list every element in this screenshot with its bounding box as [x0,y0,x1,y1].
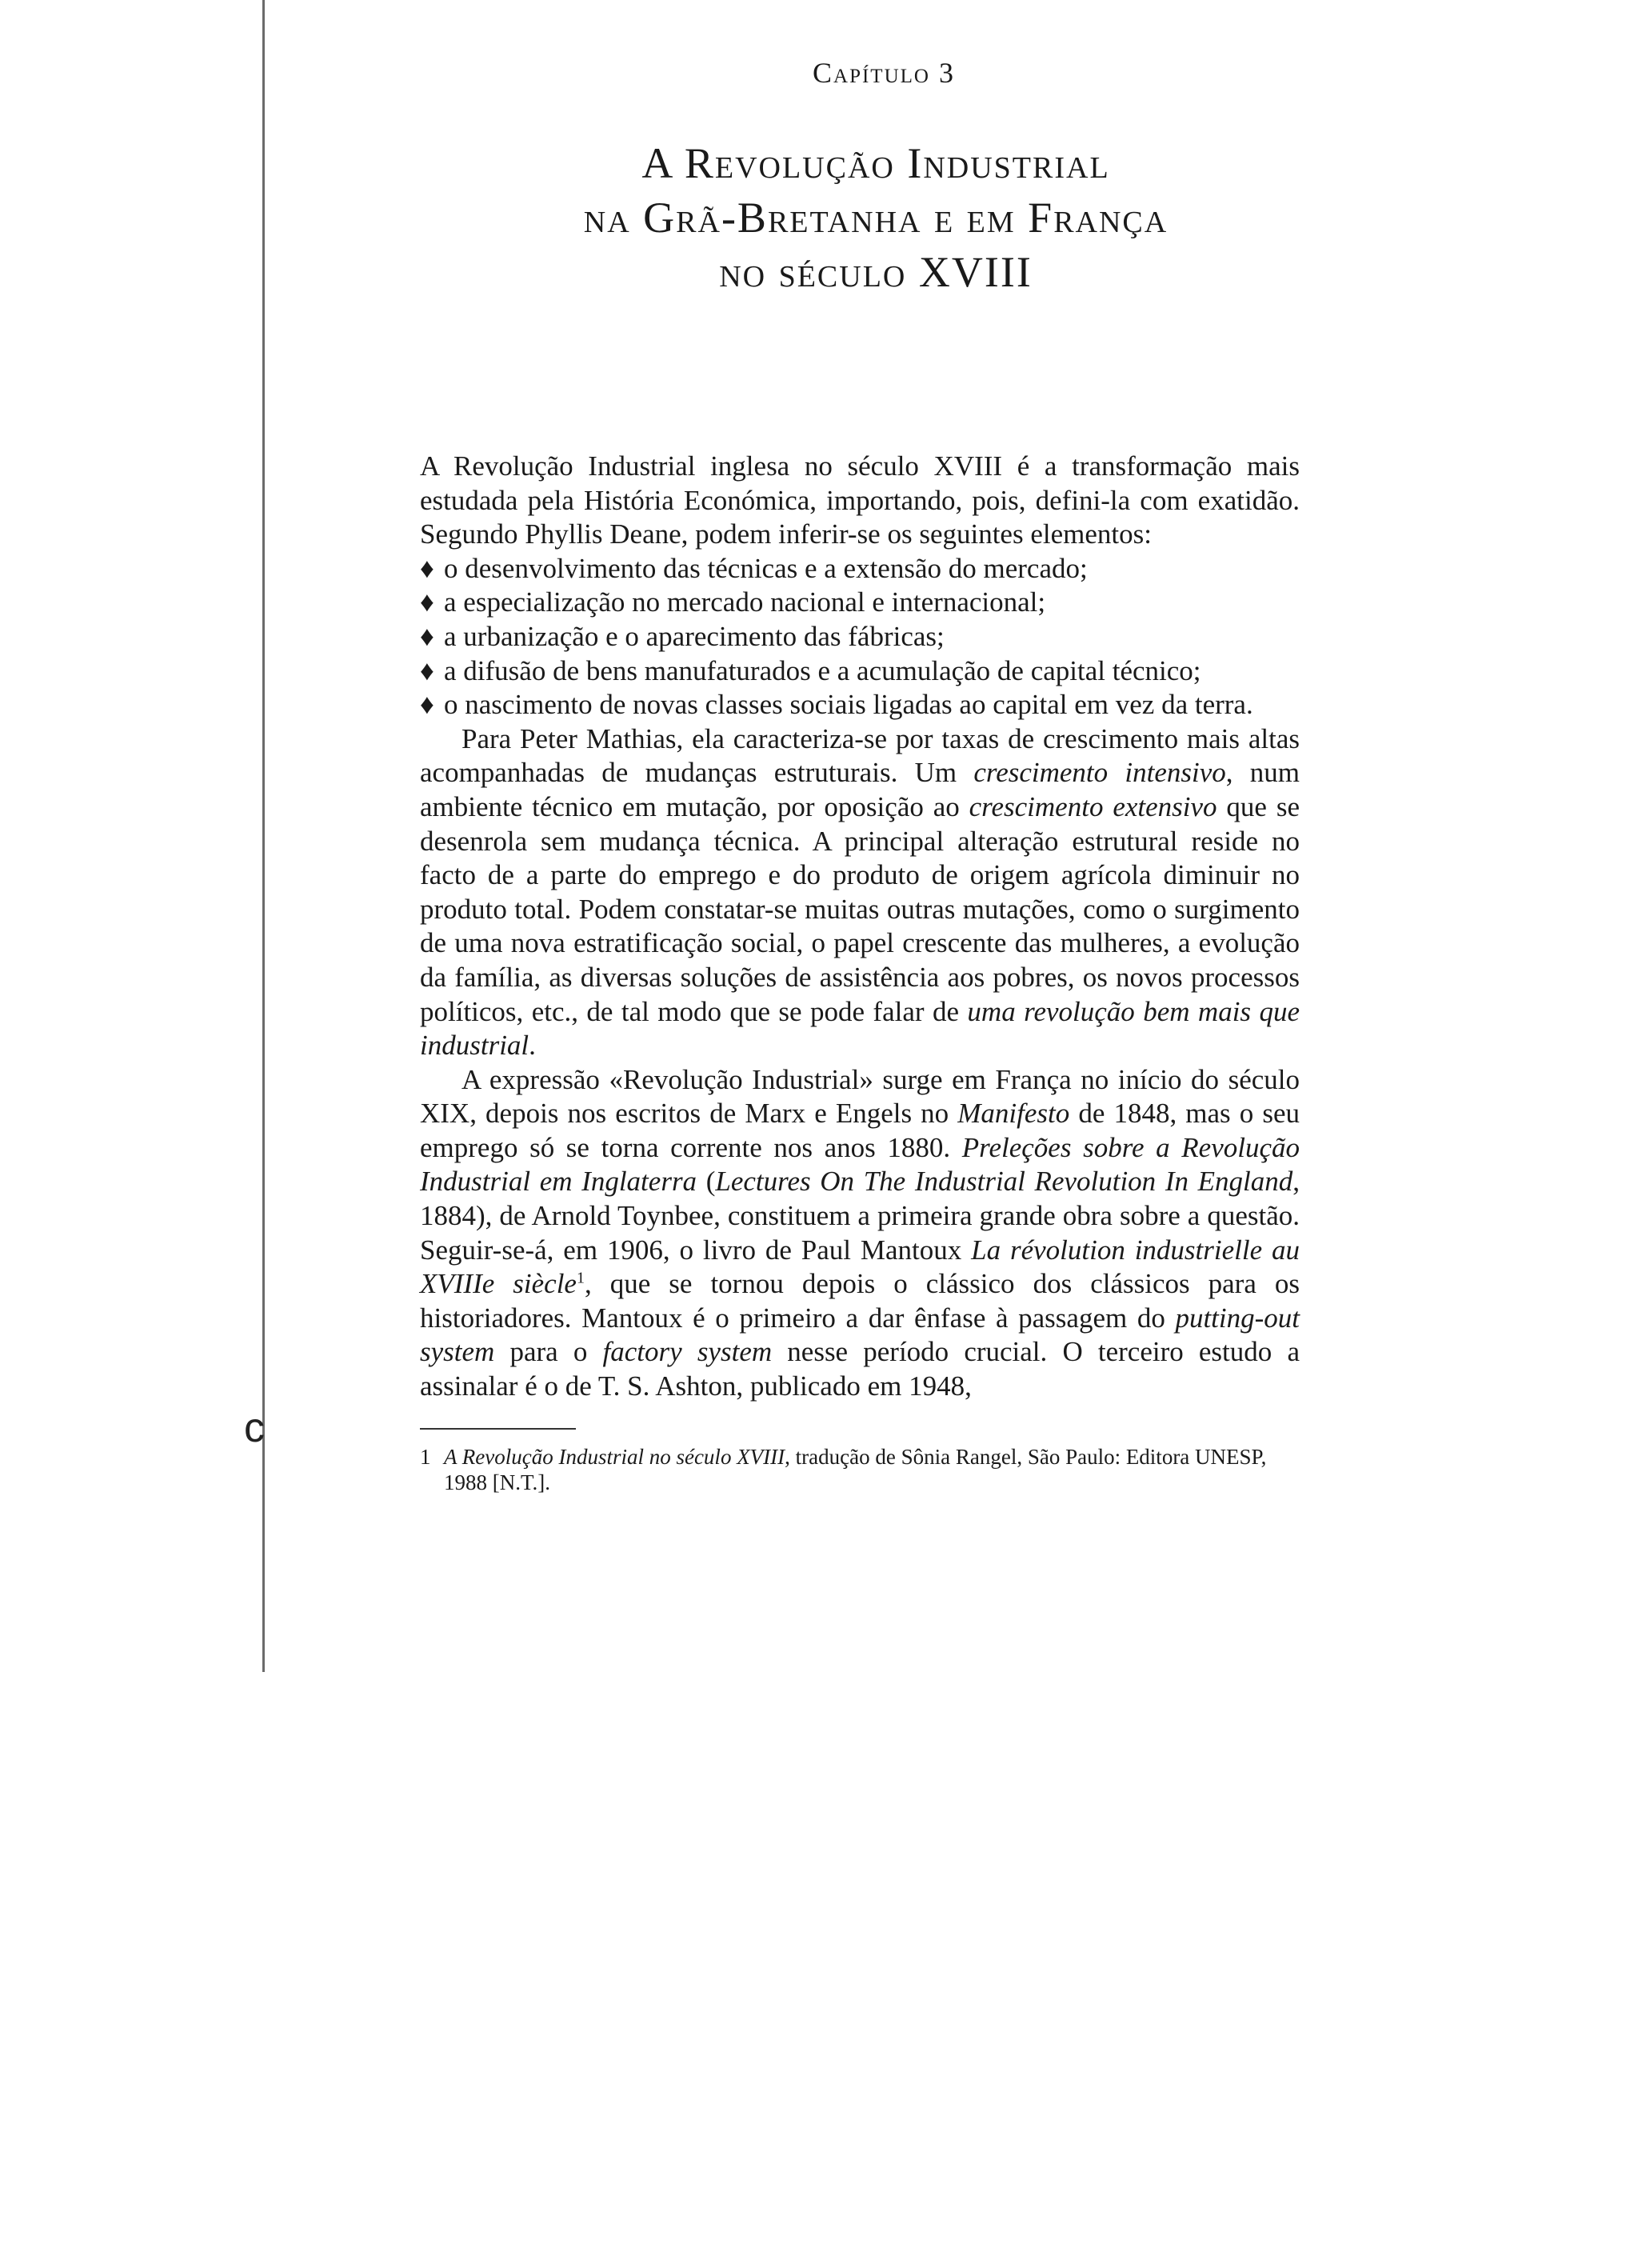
footnote-text: , tradução de Sônia Rangel, São Paulo: Editora UNESP, 1988 [N.T.]. [444,1444,1267,1494]
chapter-title-line: no século XVIII [719,248,1033,296]
paragraph-text: , 1884), de Arnold Toynbee, constituem a primeira grande obra sobre a questão. Seguir-se-á, em 1906, o livro de Paul Mantoux [420,1166,1300,1266]
intro-paragraph: A Revolução Industrial inglesa no século XVIII é a transformação mais estudada pela História Económica, importando, pois, defini-la com exatidão. Segundo Phyllis Deane, podem inferir-se os seguintes elementos: [420,450,1300,550]
footnote-number: 1 [420,1444,431,1469]
book-title: Lectures On The Industrial Revolution In England [715,1166,1293,1198]
expression-paragraph [420,1063,1300,1404]
book-title: Preleções sobre a Revolução Industrial em Inglaterra [420,1131,1300,1198]
list-item-text: a especialização no mercado nacional e internacional; [444,586,1046,618]
diamond-bullet-icon: ♦ [420,620,434,652]
book-page [420,56,1300,1495]
diamond-bullet-icon: ♦ [420,654,434,686]
chapter-title-line: na Grã-Bretanha e em França [583,194,1169,242]
paragraph-text: nesse período crucial. O terceiro estudo a assinalar é o de T. S. Ashton, publicado em 1948, [420,1336,1300,1402]
list-item [420,552,1300,586]
chapter-title [452,136,1300,299]
term-emphasis: putting-out system [420,1302,1300,1368]
paragraph-text: . [529,1030,536,1062]
diamond-bullet-icon: ♦ [420,586,434,618]
list-item [420,620,1300,654]
list-item-text: o nascimento de novas classes sociais ligadas ao capital em vez da terra. [444,689,1253,721]
paragraph-text: A expressão «Revolução Industrial» surge em França no início do século XIX, depois nos escritos de Marx e Engels no [420,1063,1300,1130]
list-item [420,586,1300,620]
footnote [420,1444,1300,1495]
list-item [420,688,1300,722]
chapter-label: Capítulo 3 [813,57,955,89]
margin-mark: c [244,1405,265,1451]
chapter-title-line: A Revolução Industrial [641,139,1110,187]
paragraph-text: , que se tornou depois o clássico dos clássicos para os historiadores. Mantoux é o primeiro a dar ênfase à passagem do [420,1268,1300,1334]
paragraph-text: que se desenrola sem mudança técnica. A principal alteração estrutural reside no facto de a parte do emprego e do produto de origem agrícola diminuir no produto total. Podem constatar-se muitas outras mutações, como o surgimento de uma nova estratificação social, o papel crescente das mulheres, a evolução da família, as diversas soluções de assistência aos pobres, os novos processos políticos, etc., de tal modo que se pode falar de [420,790,1300,1027]
diamond-bullet-icon: ♦ [420,552,434,584]
elements-list [420,552,1300,722]
footnote-divider [420,1428,576,1430]
list-item-text: a difusão de bens manufaturados e a acumulação de capital técnico; [444,654,1201,686]
paragraph-text: de 1848, mas o seu emprego só se torna corrente nos anos 1880. [420,1098,1300,1163]
paragraph-emphasis: crescimento extensivo [969,790,1217,822]
footnote-reference[interactable]: 1 [576,1269,585,1287]
book-title: La révolution industrielle au XVIIIe siècle [420,1234,1300,1300]
paragraph-emphasis: crescimento intensivo [973,757,1226,789]
diamond-bullet-icon: ♦ [420,689,434,721]
list-item-text: a urbanização e o aparecimento das fábricas; [444,620,945,652]
paragraph-text: , num ambiente técnico em mutação, por oposição ao [420,757,1300,822]
paragraph-text: para o [494,1336,603,1368]
footnote-book-title: A Revolução Industrial no século XVIII [444,1444,785,1469]
term-emphasis: factory system [602,1336,773,1368]
paragraph-text: ( [697,1166,716,1198]
paragraph-text: Para Peter Mathias, ela caracteriza-se por taxas de crescimento mais altas acompanhadas de mudanças estruturais. Um [420,722,1300,789]
list-item [420,654,1300,689]
paragraph-emphasis: uma revolução bem mais que industrial [420,995,1300,1062]
mathias-paragraph [420,722,1300,1063]
list-item-text: o desenvolvimento das técnicas e a extensão do mercado; [444,552,1088,584]
book-title: Manifesto [957,1098,1070,1130]
